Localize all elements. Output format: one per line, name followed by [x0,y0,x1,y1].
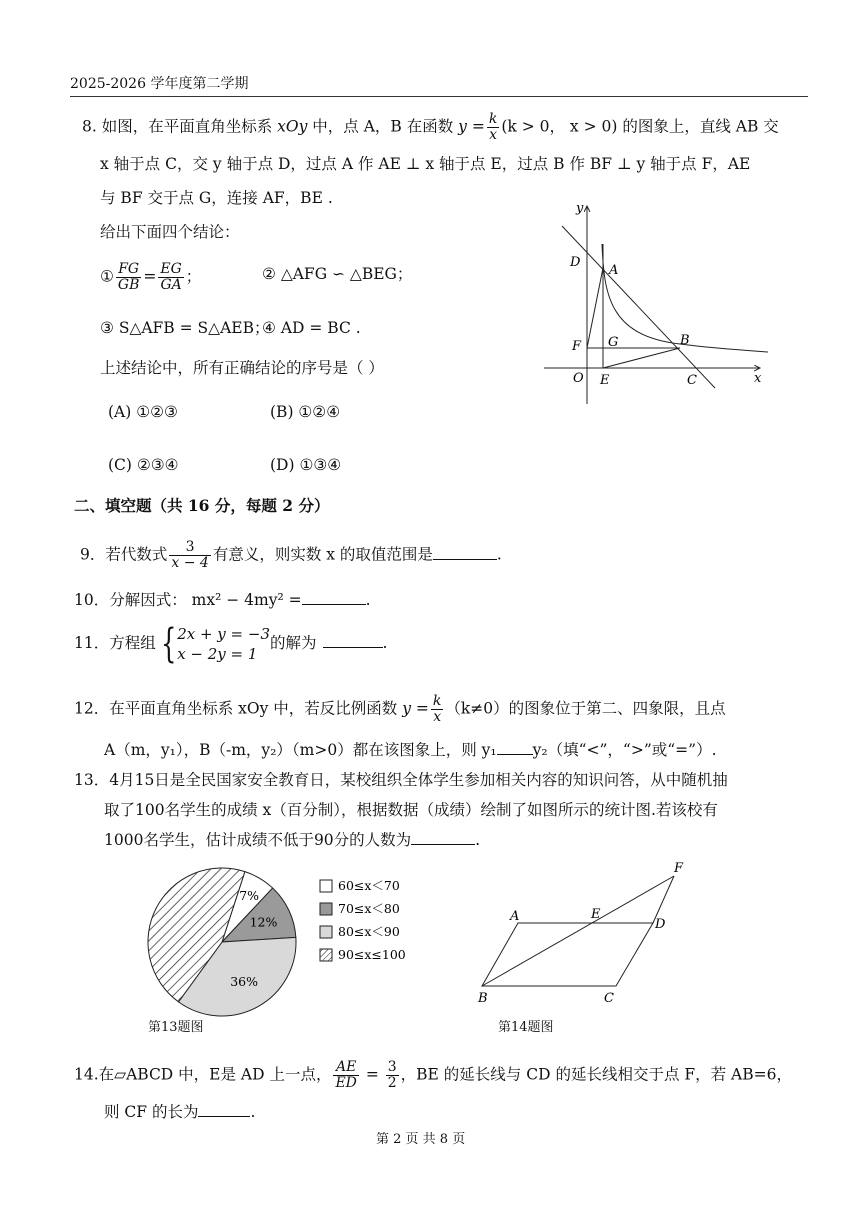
q14-num2: 3 [387,1059,397,1075]
legend-label: 70≤x＜80 [338,901,400,916]
legend-label: 90≤x≤100 [338,947,406,962]
label-o: O [573,371,584,386]
q8-line3: 与 BF 交于点 G，连接 AF，BE . [100,189,333,207]
q13-pie-figure [140,860,430,1040]
q12-line2 [104,740,717,760]
parallelogram-abcd [482,923,653,986]
q13-line2: 取了100名学生的成绩 x（百分制），根据数据（成绩）绘制了如图所示的统计图.若该校有 [104,801,718,819]
line-df [653,876,674,923]
q8-c1-mark: ① [100,267,114,286]
q12-text-a: 12．在平面直角坐标系 xOy 中，若反比例函数 [74,699,403,718]
q10-text-b: . [365,591,371,609]
q13-line1: 13．4月15日是全民国家安全教育日，某校组织全体学生参加相关内容的知识问答，从中随机抽 [74,771,728,789]
q13-text-a: 1000名学生，估计成绩不低于90分的人数为 [104,831,412,849]
page-footer: 第 2 页 共 8 页 [376,1132,466,1147]
label-e: E [591,907,601,922]
q12-answer-blank[interactable] [497,740,533,755]
q11-eq2: x − 2y = 1 [177,645,258,663]
q8-option-c[interactable]: (C) ②③④ [108,456,179,474]
q8-option-b[interactable]: (B) ①②④ [270,403,341,421]
q8-text-b: 中，点 A，B 在函数 [307,117,459,136]
label-b: B [478,991,488,1006]
pie-slices [148,868,296,1016]
label-c: C [604,991,614,1006]
q9 [80,540,502,571]
q8-text-a: 8. 如图，在平面直角坐标系 [82,117,278,136]
page-header: 2025-2026 学年度第二学期 [70,76,249,92]
label-x: x [754,371,762,386]
legend-label: 80≤x＜90 [338,924,400,939]
q14-line1 [74,1060,792,1091]
q12-line1: 12．在平面直角坐标系 xOy 中，若反比例函数 y = $\frac{k}{x}$ （k≠0）的图象位于第二、四象限，且点 [74,693,726,725]
legend-swatch [320,926,332,938]
q9-text-c: . [496,545,502,564]
pie-legend [320,878,406,962]
label-f: F [674,861,684,876]
pie-slice-label: 7% [239,888,260,904]
q8-text-c: (k > 0， x > 0) 的图象上，直线 AB 交 [501,117,779,136]
q14-caption: 第14题图 [498,1020,554,1035]
q12-text-d: y₂（填“<”，“>”或“=”）. [532,741,717,759]
label-y: y [576,201,584,216]
q14-text-b: ，BE 的延长线与 CD 的延长线相交于点 F，若 AB=6， [400,1065,792,1084]
label-f: F [572,339,582,354]
q14-den2: 2 [387,1075,397,1091]
header-divider [70,96,808,97]
q14-answer-blank[interactable] [198,1102,250,1117]
q8-given: 给出下面四个结论： [100,223,240,241]
q8-figure [540,196,770,408]
q8-option-a[interactable]: (A) ①②③ [108,403,178,421]
q8-conclusion-1: ① $\frac{FG}{GB}$ = $\frac{EG}{GA}$ ； [100,261,202,293]
legend-swatch [320,903,332,915]
q8-option-d[interactable]: (D) ①③④ [270,456,342,474]
q9-text-a: 9．若代数式 [80,545,168,564]
q9-num: 3 [169,540,210,556]
q14-text-a: 14.在▱ABCD 中，E是 AD 上一点， [74,1065,332,1084]
q11: 11．方程组 { 2x + y = −3 x − 2y = 1 的解为 . [74,621,388,667]
q14-line2 [104,1102,255,1122]
q11-answer-blank[interactable] [323,633,383,648]
legend-swatch [320,880,332,892]
section-title: 二、填空题（共 16 分，每题 2 分） [74,496,330,515]
q11-text-b: 的解为 [270,634,317,652]
q14-num: AE [333,1060,358,1076]
q9-text-b: 有意义，则实数 x 的取值范围是 [212,545,433,564]
line-bf [482,876,674,986]
q12-text-b: （k≠0）的图象位于第二、四象限，且点 [445,699,726,718]
q11-text-a: 11．方程组 [74,634,156,652]
label-d: D [570,255,581,270]
pie-slice-label: 12% [249,914,278,930]
q14-text-c: 则 CF 的长为 [104,1103,199,1121]
legend-swatch [320,949,332,961]
q8-line1: 8. 如图，在平面直角坐标系 xOy 中，点 A，B 在函数 y = $\frac{k}{x}$ (k > 0， x > 0) 的图象上，直线 AB 交 [82,111,779,143]
q11-eq1: 2x + y = −3 [177,625,270,643]
q8-question: 上述结论中，所有正确结论的序号是（ ） [100,359,384,377]
q11-text-c: . [382,634,388,652]
label-c: C [687,373,697,388]
segment-be [603,348,680,368]
line-ab [562,226,715,388]
q14-text-d: . [250,1103,256,1121]
q8-line2: x 轴于点 C，交 y 轴于点 D，过点 A 作 AE ⊥ x 轴于点 E，过点 B 作 BF ⊥ y 轴于点 F，AE [100,155,751,173]
q13-text-b: . [475,831,481,849]
label-e: E [600,373,610,388]
legend-label: 60≤x＜70 [338,878,400,893]
q14-eq: = [360,1065,384,1084]
q10 [74,590,371,610]
label-d: D [655,917,666,932]
label-a: A [609,263,619,278]
q8-fraction: $\frac{k}{x}$ [488,111,498,143]
q9-den: x − 4 [171,555,209,571]
q10-text-a: 10．分解因式： mx² − 4my² = [74,591,302,609]
q12-text-c: A（m，y₁），B（-m，y₂）（m>0）都在该图象上，则 y₁ [104,741,497,759]
segment-af [587,268,603,348]
q13-line3 [104,830,480,850]
q14-figure [470,856,700,1016]
q8-xoy: xOy [277,117,308,136]
q14-den: ED [335,1075,357,1091]
q10-answer-blank[interactable] [302,590,366,605]
label-g: G [608,335,619,350]
pie-slice-label: 36% [230,974,259,990]
q13-answer-blank[interactable] [411,830,475,845]
q9-answer-blank[interactable] [433,545,497,560]
q8-conclusion-3: ③ S△AFB = S△AEB； [100,319,270,337]
q13-caption: 第13题图 [148,1020,204,1035]
label-a: A [510,909,520,924]
label-b: B [680,333,690,348]
q8-conclusion-4: ④ AD = BC . [262,319,361,337]
q8-conclusion-2: ② △AFG ∽ △BEG； [262,265,413,283]
